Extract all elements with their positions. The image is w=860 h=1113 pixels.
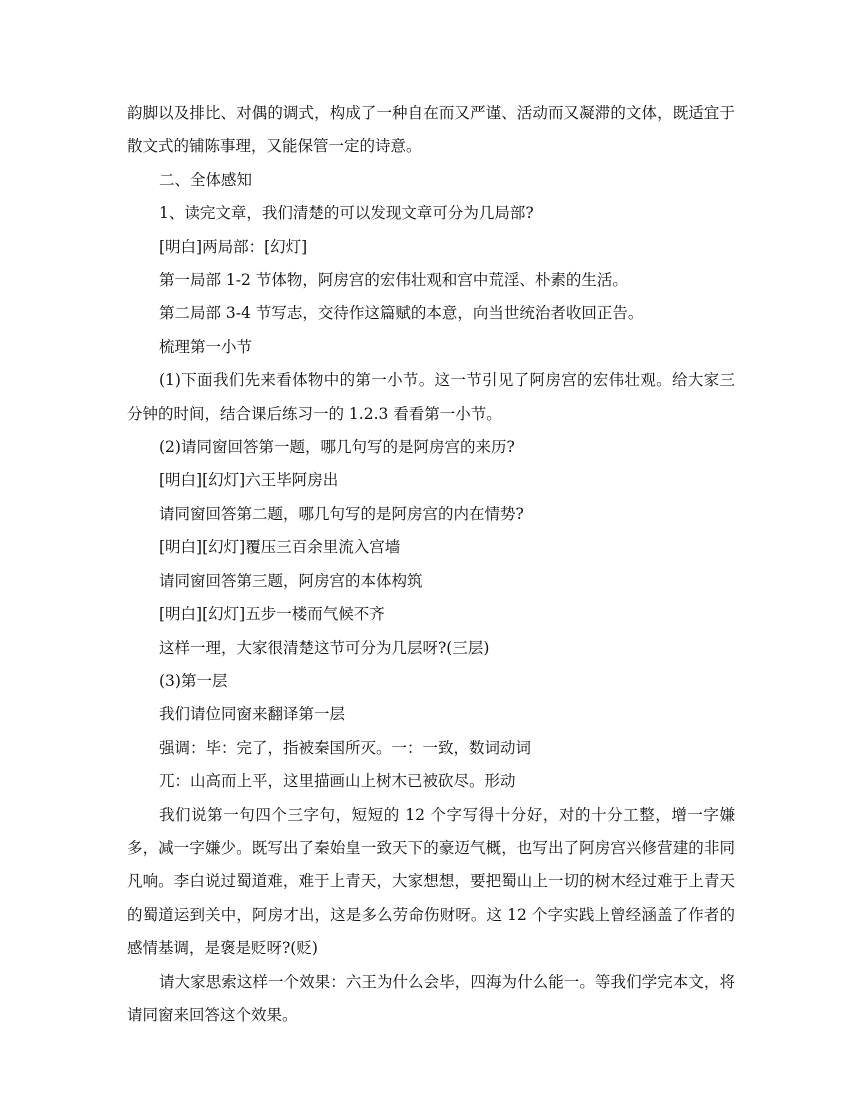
answer-paragraph: [明白][幻灯]六王毕阿房出 <box>159 471 339 490</box>
question-paragraph: 1、读完文章，我们清楚的可以发现文章可分为几局部? <box>159 204 534 223</box>
paragraph: (1)下面我们先来看体物中的第一小节。这一节引见了阿房宫的宏伟壮观。给大家三分钟的时间，结合课后练习一的 1.2.3 看看第一小节。 <box>127 371 735 423</box>
note-paragraph: 兀：山高而上平，这里描画山上树木已被砍尽。形动 <box>159 772 516 791</box>
paragraph: 第二局部 3-4 节写志，交待作这篇赋的本意，向当世统治者收回正告。 <box>159 304 644 323</box>
paragraph: 韵脚以及排比、对偶的调式，构成了一种自在而又严谨、活动而又凝滞的文体，既适宜于散文式的铺陈事理，又能保管一定的诗意。 <box>127 104 735 156</box>
paragraph: 第一局部 1-2 节体物，阿房宫的宏伟壮观和宫中荒淫、朴素的生活。 <box>159 271 628 290</box>
subsection-heading: (3)第一层 <box>159 671 228 690</box>
question-paragraph: (2)请同窗回答第一题，哪几句写的是阿房宫的来历? <box>159 438 515 457</box>
answer-paragraph: [明白][幻灯]五步一楼而气候不齐 <box>159 605 385 624</box>
document-body <box>127 97 735 1032</box>
paragraph: 我们请位同窗来翻译第一层 <box>159 705 346 724</box>
paragraph: 请大家思索这样一个效果：六王为什么会毕，四海为什么能一。等我们学完本文，将请同窗来回答这个效果。 <box>127 972 735 1024</box>
subsection-heading: 梳理第一小节 <box>159 337 253 356</box>
note-paragraph: 强调：毕：完了，指被秦国所灭。一：一致，数词动词 <box>159 738 532 757</box>
answer-paragraph: [明白][幻灯]覆压三百余里流入宫墙 <box>159 538 401 557</box>
answer-paragraph: [明白]两局部：[幻灯] <box>159 237 308 256</box>
paragraph: 我们说第一句四个三字句，短短的 12 个字写得十分好，对的十分工整，增一字嫌多，减一字嫌少。既写出了秦始皇一致天下的豪迈气概，也写出了阿房宫兴修营建的非同凡响。李白说过蜀道难，难于上青天，大家想想，要把蜀山上一切的树木经过难于上青天的蜀道运到关中，阿房才出，这是多么劳命伤财呀。这 12 个字实践上曾经涵盖了作者的感情基调，是褒是贬呀?(贬) <box>127 805 735 958</box>
question-paragraph: 请同窗回答第三题，阿房宫的本体构筑 <box>159 571 423 590</box>
question-paragraph: 请同窗回答第二题，哪几句写的是阿房宫的内在情势? <box>159 504 524 523</box>
section-heading: 二、全体感知 <box>159 170 253 189</box>
paragraph: 这样一理，大家很清楚这节可分为几层呀?(三层) <box>159 638 490 657</box>
